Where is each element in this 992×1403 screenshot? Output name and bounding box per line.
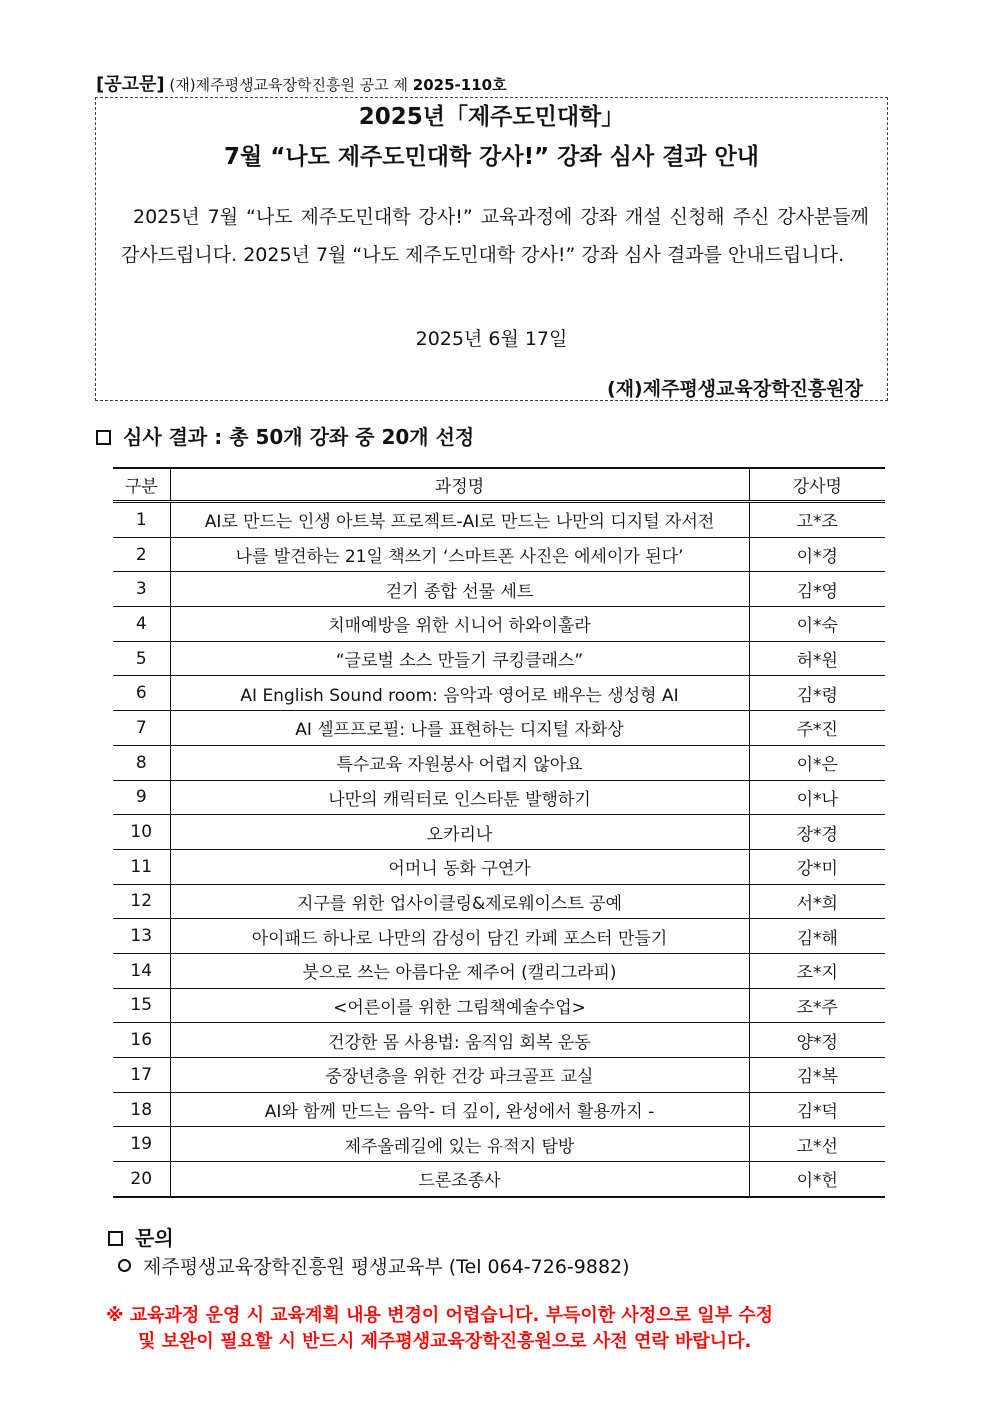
cell-course: 제주올레길에 있는 유적지 탐방 — [170, 1127, 749, 1162]
cell-instructor: 고*조 — [749, 502, 885, 538]
table-row — [113, 1127, 885, 1162]
table-row — [113, 1058, 885, 1093]
cell-no: 13 — [113, 919, 170, 954]
table-row — [113, 502, 885, 538]
table-row — [113, 815, 885, 850]
results-table — [113, 467, 885, 1198]
inquiry-contact-text: 제주평생교육장학진흥원 평생교육부 (Tel 064-726-9882) — [143, 1256, 630, 1278]
cell-course: AI로 만드는 인생 아트북 프로젝트-AI로 만드는 나만의 디지털 자서전 — [170, 502, 749, 538]
cell-instructor: 조*지 — [749, 953, 885, 988]
notice-body-wrapper — [121, 198, 869, 274]
cell-course: “글로벌 소스 만들기 쿠킹클래스” — [170, 641, 749, 676]
notice-signer: (재)제주평생교육장학진흥원장 — [607, 378, 863, 400]
results-table-body — [113, 502, 885, 1197]
table-row — [113, 849, 885, 884]
cell-no: 11 — [113, 849, 170, 884]
cell-instructor: 이*은 — [749, 745, 885, 780]
column-header-no: 구분 — [113, 468, 170, 502]
cell-instructor: 양*정 — [749, 1023, 885, 1058]
cell-instructor: 이*숙 — [749, 607, 885, 642]
announcement-org: (재)제주평생교육장학진흥원 공고 제 — [169, 76, 408, 94]
cell-course: AI와 함께 만드는 음악- 더 깊이, 완성에서 활용까지 - — [170, 1092, 749, 1127]
cell-course: 오카리나 — [170, 815, 749, 850]
table-row — [113, 884, 885, 919]
inquiry-section-title — [108, 1222, 174, 1251]
table-row — [113, 1023, 885, 1058]
cell-no: 12 — [113, 884, 170, 919]
announcement-tag: [공고문] — [96, 74, 165, 95]
table-row — [113, 988, 885, 1023]
cell-instructor: 서*희 — [749, 884, 885, 919]
cell-course: 어머니 동화 구연가 — [170, 849, 749, 884]
table-row — [113, 607, 885, 642]
checkbox-square-icon — [96, 430, 111, 445]
table-row — [113, 745, 885, 780]
cell-instructor: 이*경 — [749, 537, 885, 572]
notice-body: 2025년 7월 “나도 제주도민대학 강사!” 교육과정에 강좌 개설 신청해 주신 강사분들께 감사드립니다. 2025년 7월 “나도 제주도민대학 강사!” 강좌 심사 결과를 안내드립니다. — [121, 206, 869, 266]
cell-instructor: 장*경 — [749, 815, 885, 850]
notice-title-line2: 7월 “나도 제주도민대학 강사!” 강좌 심사 결과 안내 — [224, 144, 759, 170]
notice-date: 2025년 6월 17일 — [415, 328, 568, 350]
cell-instructor: 강*미 — [749, 849, 885, 884]
cell-instructor: 김*영 — [749, 572, 885, 607]
results-title-text: 심사 결과 : 총 50개 강좌 중 20개 선정 — [123, 425, 475, 449]
cell-course: 붓으로 쓰는 아름다운 제주어 (캘리그라피) — [170, 953, 749, 988]
cell-no: 7 — [113, 711, 170, 746]
cell-instructor: 허*원 — [749, 641, 885, 676]
cell-course: 건강한 몸 사용법: 움직임 회복 운동 — [170, 1023, 749, 1058]
cell-no: 16 — [113, 1023, 170, 1058]
cell-no: 1 — [113, 502, 170, 538]
column-header-instructor: 강사명 — [749, 468, 885, 502]
warning-line2: 및 보완이 필요할 시 반드시 제주평생교육장학진흥원으로 사전 연락 바랍니다. — [138, 1331, 752, 1352]
cell-course: 아이패드 하나로 나만의 감성이 담긴 카페 포스터 만들기 — [170, 919, 749, 954]
inquiry-title-text: 문의 — [135, 1226, 174, 1250]
cell-no: 19 — [113, 1127, 170, 1162]
checkbox-square-icon — [108, 1231, 123, 1246]
table-row — [113, 537, 885, 572]
notice-title-line1: 2025년「제주도민대학」 — [358, 104, 625, 130]
table-row — [113, 1092, 885, 1127]
cell-instructor: 김*덕 — [749, 1092, 885, 1127]
table-header-row — [113, 468, 885, 502]
cell-instructor: 김*령 — [749, 676, 885, 711]
cell-no: 2 — [113, 537, 170, 572]
hollow-circle-bullet-icon — [118, 1259, 131, 1272]
table-row — [113, 919, 885, 954]
cell-no: 9 — [113, 780, 170, 815]
cell-course: 드론조종사 — [170, 1162, 749, 1197]
cell-course: AI 셀프프로필: 나를 표현하는 디지털 자화상 — [170, 711, 749, 746]
cell-no: 20 — [113, 1162, 170, 1197]
cell-course: <어른이를 위한 그림책예술수업> — [170, 988, 749, 1023]
cell-instructor: 고*선 — [749, 1127, 885, 1162]
announcement-header — [96, 70, 507, 96]
cell-instructor: 김*해 — [749, 919, 885, 954]
cell-no: 17 — [113, 1058, 170, 1093]
cell-no: 15 — [113, 988, 170, 1023]
table-row — [113, 711, 885, 746]
announcement-number: 2025-110호 — [412, 76, 507, 94]
cell-instructor: 이*헌 — [749, 1162, 885, 1197]
warning-line1: ※ 교육과정 운영 시 교육계획 내용 변경이 어렵습니다. 부득이한 사정으로 일부 수정 — [106, 1305, 774, 1326]
cell-no: 5 — [113, 641, 170, 676]
cell-no: 3 — [113, 572, 170, 607]
column-header-course: 과정명 — [170, 468, 749, 502]
cell-course: 지구를 위한 업사이클링&제로웨이스트 공예 — [170, 884, 749, 919]
notice-box — [95, 97, 888, 401]
results-section-title — [96, 421, 474, 450]
table-row — [113, 780, 885, 815]
cell-no: 8 — [113, 745, 170, 780]
table-row — [113, 641, 885, 676]
cell-course: 중장년층을 위한 건강 파크골프 교실 — [170, 1058, 749, 1093]
table-row — [113, 676, 885, 711]
cell-no: 6 — [113, 676, 170, 711]
table-row — [113, 953, 885, 988]
warning-notice — [106, 1303, 886, 1355]
inquiry-contact — [118, 1252, 630, 1279]
cell-course: 걷기 종합 선물 세트 — [170, 572, 749, 607]
cell-no: 14 — [113, 953, 170, 988]
cell-no: 10 — [113, 815, 170, 850]
cell-course: 나를 발견하는 21일 책쓰기 ‘스마트폰 사진은 에세이가 된다’ — [170, 537, 749, 572]
table-row — [113, 572, 885, 607]
cell-instructor: 김*복 — [749, 1058, 885, 1093]
cell-course: 특수교육 자원봉사 어렵지 않아요 — [170, 745, 749, 780]
cell-instructor: 조*주 — [749, 988, 885, 1023]
table-row — [113, 1162, 885, 1197]
cell-instructor: 이*나 — [749, 780, 885, 815]
cell-no: 18 — [113, 1092, 170, 1127]
cell-course: 나만의 캐릭터로 인스타툰 발행하기 — [170, 780, 749, 815]
cell-instructor: 주*진 — [749, 711, 885, 746]
cell-course: AI English Sound room: 음악과 영어로 배우는 생성형 AI — [170, 676, 749, 711]
cell-no: 4 — [113, 607, 170, 642]
cell-course: 치매예방을 위한 시니어 하와이훌라 — [170, 607, 749, 642]
